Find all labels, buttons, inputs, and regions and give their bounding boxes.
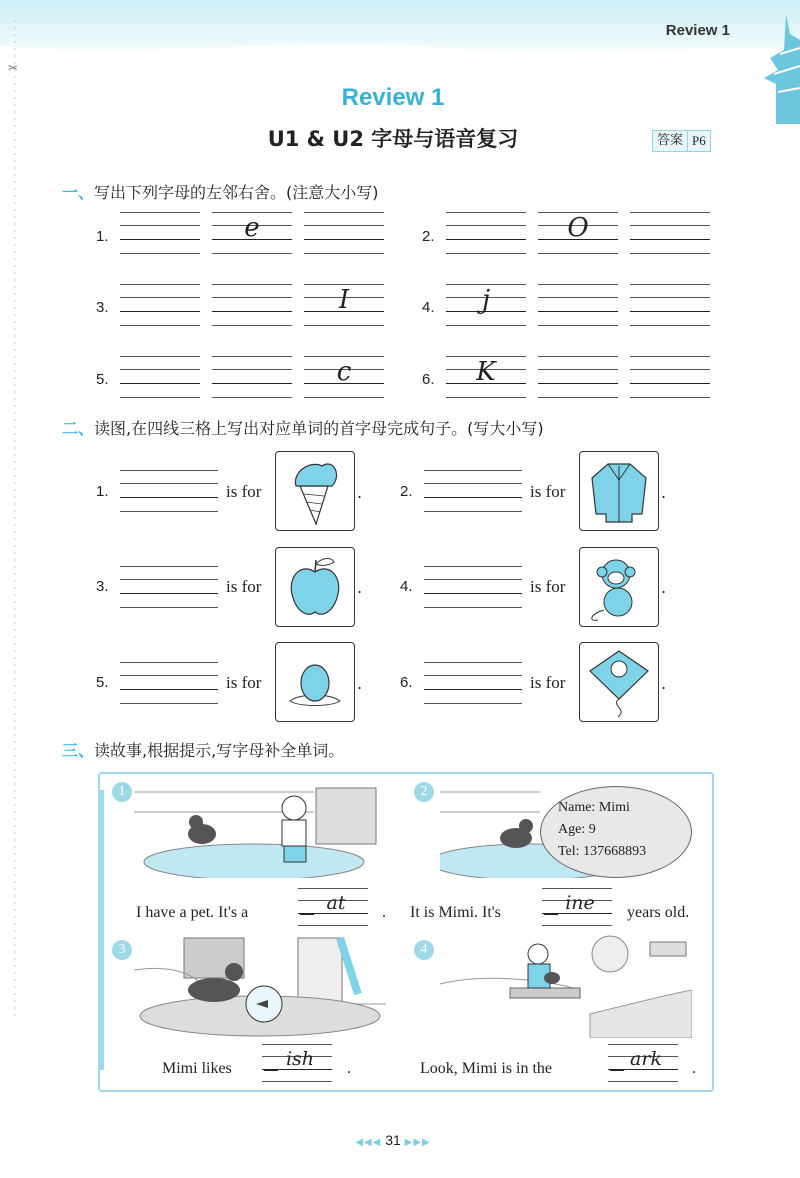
- period: .: [661, 674, 667, 693]
- letter-writing-lines[interactable]: e: [212, 212, 292, 254]
- monkey-picture: [579, 547, 659, 627]
- letter-writing-lines[interactable]: K: [446, 356, 526, 398]
- left-arrows-decoration: ◀◀◀: [355, 1137, 382, 1148]
- letter-writing-lines[interactable]: j: [446, 284, 526, 326]
- right-arrows-decoration: ▶▶▶: [404, 1137, 431, 1148]
- answer-reference: [652, 130, 711, 152]
- s2-item-number: 5.: [96, 674, 109, 691]
- panel-number: 2: [414, 782, 434, 802]
- letter-writing-lines[interactable]: I: [304, 284, 384, 326]
- s2-item-number: 3.: [96, 578, 109, 595]
- page-number: 31: [385, 1132, 401, 1148]
- answer-writing-lines[interactable]: [424, 470, 522, 512]
- letter-writing-lines[interactable]: [120, 284, 200, 326]
- is-for-text: is for: [226, 482, 262, 501]
- period: .: [357, 483, 363, 502]
- review-title: Review 1: [341, 84, 445, 111]
- s1-item-number: 1.: [96, 228, 109, 245]
- letter-writing-lines[interactable]: O: [538, 212, 618, 254]
- letter-writing-lines[interactable]: [630, 212, 710, 254]
- s2-item-number: 4.: [400, 578, 413, 595]
- scene-1-boy-and-cat: [134, 778, 386, 878]
- period: .: [661, 578, 667, 597]
- sentence-3-start: Mimi likes: [162, 1060, 232, 1077]
- letter-writing-lines[interactable]: [538, 284, 618, 326]
- panel-number: 3: [112, 940, 132, 960]
- is-for-text: is for: [530, 577, 566, 596]
- section3-instruction: 读故事,根据提示,写字母补全单词。: [94, 741, 345, 760]
- page-footer: [0, 1132, 786, 1148]
- s1-item-number: 2.: [422, 228, 435, 245]
- period: .: [661, 483, 667, 502]
- s1-item-number: 5.: [96, 371, 109, 388]
- s2-item-number: 2.: [400, 483, 413, 500]
- svg-text:✂: ✂: [8, 61, 19, 75]
- info-age: Age: 9: [558, 822, 596, 837]
- letter-writing-lines[interactable]: [630, 356, 710, 398]
- answer-label: 答案: [657, 133, 684, 148]
- period: .: [357, 578, 363, 597]
- answer-page: P6: [687, 131, 710, 151]
- letter-writing-lines[interactable]: [446, 212, 526, 254]
- is-for-text: is for: [226, 577, 262, 596]
- answer-writing-lines[interactable]: [120, 566, 218, 608]
- letter-writing-lines[interactable]: [120, 356, 200, 398]
- section1-number: 一、: [62, 183, 95, 202]
- section1-heading: [62, 180, 379, 203]
- panel-number: 1: [112, 782, 132, 802]
- sentence-4-end: .: [692, 1060, 696, 1077]
- letter-writing-lines[interactable]: [630, 284, 710, 326]
- sentence-1-end: .: [382, 904, 386, 921]
- word-writing-lines[interactable]: at: [298, 888, 368, 926]
- sentence-2-end: years old.: [627, 904, 690, 921]
- letter-writing-lines[interactable]: [212, 284, 292, 326]
- info-name: Name: Mimi: [558, 800, 630, 815]
- sentence-2-start: It is Mimi. It's: [410, 904, 501, 921]
- scene-3-cat-and-fishbowl: [134, 934, 386, 1038]
- binding-marks: [8, 20, 22, 1020]
- letter-writing-lines[interactable]: [212, 356, 292, 398]
- section3-heading: [62, 738, 344, 761]
- is-for-text: is for: [530, 482, 566, 501]
- letter-writing-lines[interactable]: [304, 212, 384, 254]
- s1-item-number: 3.: [96, 299, 109, 316]
- answer-writing-lines[interactable]: [120, 470, 218, 512]
- scene-4-park-bench: [440, 934, 692, 1038]
- section2-number: 二、: [62, 419, 95, 438]
- s2-item-number: 6.: [400, 674, 413, 691]
- unit-title: U1 & U2 字母与语音复习: [267, 127, 519, 151]
- sentence-4-start: Look, Mimi is in the: [420, 1060, 552, 1077]
- sentence-1-start: I have a pet. It's a: [136, 904, 249, 921]
- egg-picture: [275, 642, 355, 722]
- section1-instruction: 写出下列字母的左邻右舍。(注意大小写): [94, 183, 379, 202]
- s1-item-number: 4.: [422, 299, 435, 316]
- word-writing-lines[interactable]: ark: [608, 1044, 678, 1082]
- panel-accent-stripe: [98, 790, 104, 1070]
- top-wave-decoration: [0, 36, 800, 60]
- letter-writing-lines[interactable]: [120, 212, 200, 254]
- section2-heading: [62, 416, 544, 439]
- word-writing-lines[interactable]: ish: [262, 1044, 332, 1082]
- letter-writing-lines[interactable]: c: [304, 356, 384, 398]
- word-writing-lines[interactable]: ine: [542, 888, 612, 926]
- period: .: [357, 674, 363, 693]
- is-for-text: is for: [530, 673, 566, 692]
- letter-writing-lines[interactable]: [538, 356, 618, 398]
- s2-item-number: 1.: [96, 483, 109, 500]
- info-tel: Tel: 137668893: [558, 844, 647, 859]
- s1-item-number: 6.: [422, 371, 435, 388]
- section2-instruction: 读图,在四线三格上写出对应单词的首字母完成句子。(写大小写): [94, 419, 544, 438]
- panel-number: 4: [414, 940, 434, 960]
- answer-writing-lines[interactable]: [424, 662, 522, 704]
- answer-writing-lines[interactable]: [424, 566, 522, 608]
- jacket-picture: [579, 451, 659, 531]
- ice-cream-picture: [275, 451, 355, 531]
- is-for-text: is for: [226, 673, 262, 692]
- answer-writing-lines[interactable]: [120, 662, 218, 704]
- section3-number: 三、: [62, 741, 95, 760]
- sentence-3-end: .: [347, 1060, 351, 1077]
- apple-picture: [275, 547, 355, 627]
- kite-picture: [579, 642, 659, 722]
- page-header-label: Review 1: [665, 22, 730, 39]
